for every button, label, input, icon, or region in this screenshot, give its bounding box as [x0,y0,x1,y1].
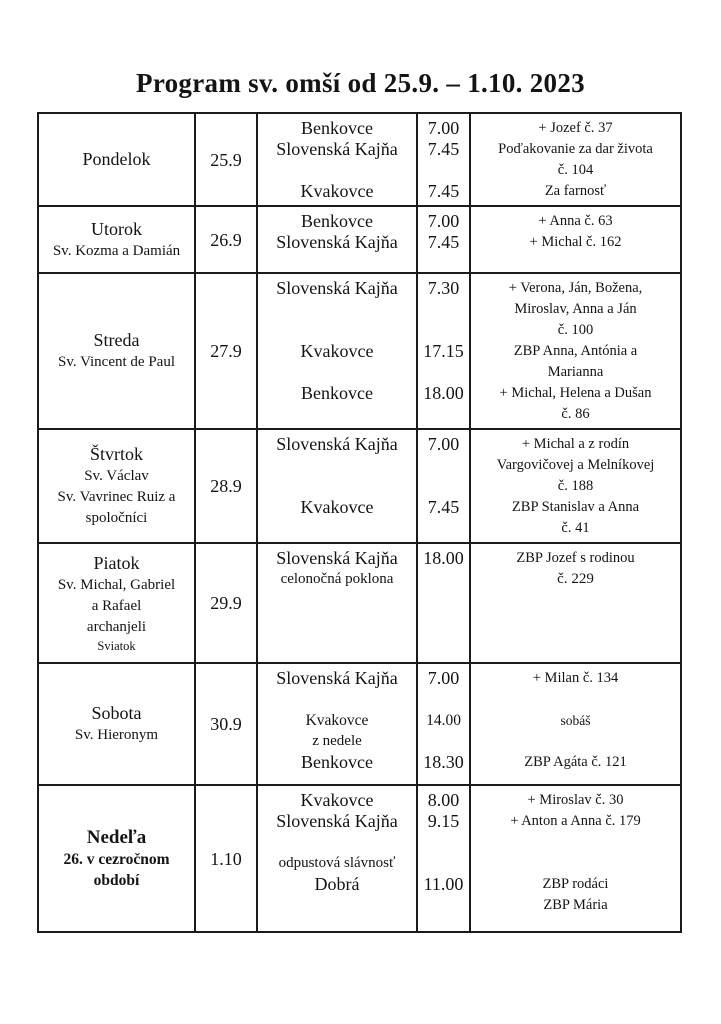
day-name: Sobota [91,703,142,723]
date: 25.9 [210,149,242,170]
time-line: 7.00 [427,118,460,138]
intention-line [473,853,678,874]
time-line: 7.45 [427,232,460,252]
intention-line: + Anna č. 63 [538,213,613,229]
intention-line: + Anton a Anna č. 179 [510,813,641,829]
time-line [420,160,467,181]
intention-line: + Michal, Helena a Dušan [499,385,652,401]
date: 26.9 [210,229,242,250]
day-subtitle: Sv. Kozma a Damián [52,242,181,259]
place-line: Benkovce [301,383,373,403]
place-line [260,476,414,497]
time-line [420,569,467,590]
time-line [420,476,467,497]
time-line: 18.00 [423,548,464,568]
place-cell [256,207,416,272]
day-cell [39,664,194,784]
time-line: 7.45 [427,139,460,159]
place-cell [256,544,416,662]
place-line [260,689,414,710]
time-cell [416,274,469,428]
place-line [260,160,414,181]
place-line: Slovenská Kajňa [276,668,398,688]
place-line: Kvakovce [300,497,374,517]
date: 1.10 [210,848,242,869]
day-subtitle: 26. v cezročnom [63,851,170,868]
time-line [420,832,467,853]
intention-line: č. 41 [561,520,590,536]
place-cell [256,430,416,542]
day-cell [39,786,194,931]
intention-line: + Jozef č. 37 [538,120,613,136]
intention-cell [469,786,680,931]
day-subtitle: Sv. Hieronym [74,727,159,743]
intention-line: č. 188 [557,478,594,494]
time-line: 9.15 [427,811,460,831]
time-line [420,689,467,710]
date: 30.9 [210,714,242,734]
intention-line: ZBP Anna, Antónia a [513,343,638,359]
intention-line: + Michal a z rodín [521,436,630,452]
day-cell [39,430,194,542]
table-row [39,542,680,662]
date-cell [194,430,256,542]
place-line [260,832,414,853]
time-cell [416,430,469,542]
day-name: Nedeľa [86,827,147,848]
day-name: Pondelok [82,149,151,169]
table-row [39,114,680,205]
table-row [39,784,680,931]
place-line: Slovenská Kajňa [276,278,398,298]
date-cell [194,786,256,931]
time-cell [416,664,469,784]
place-line [260,518,414,539]
intention-line: ZBP Mária [543,897,608,913]
intention-line: Poďakovanie za dar života [498,141,653,157]
day-cell [39,544,194,662]
place-line: z nedele [312,733,362,749]
intention-cell [469,430,680,542]
intention-line: ZBP rodáci [542,876,609,892]
date-cell [194,664,256,784]
time-line [420,362,467,383]
time-line: 17.15 [423,341,464,361]
time-cell [416,114,469,205]
time-line: 7.00 [427,668,460,688]
place-cell [256,274,416,428]
intention-line: ZBP Jozef s rodinou [516,550,635,566]
day-subtitle: Sv. Václav [84,468,149,484]
place-line: Slovenská Kajňa [276,139,398,159]
date-cell [194,114,256,205]
time-line: 18.30 [423,752,464,772]
intention-line: č. 86 [561,406,590,422]
place-line: Slovenská Kajňa [276,811,398,831]
time-line: 7.00 [427,211,460,231]
intention-cell [469,114,680,205]
intention-line: sobáš [560,713,591,728]
time-line [420,299,467,320]
time-line: 18.00 [423,383,464,403]
intention-line: Za farnosť [544,183,607,199]
day-subtitle: a Rafael [91,597,142,614]
intention-line: ZBP Stanislav a Anna [511,499,640,515]
intention-line: č. 100 [557,322,594,338]
place-line: Dobrá [314,874,360,894]
day-subtitle: období [93,872,140,889]
place-line [260,299,414,320]
intention-line: + Miroslav č. 30 [527,792,624,808]
time-cell [416,786,469,931]
intention-line [473,832,678,853]
time-line [420,731,467,752]
date: 29.9 [210,593,242,613]
day-subtitle: Sv. Vincent de Paul [57,354,175,370]
table-row [39,272,680,428]
time-line [420,895,467,916]
day-cell [39,274,194,428]
date: 27.9 [210,341,242,361]
intention-line: č. 229 [557,571,594,587]
time-line [420,518,467,539]
time-line: 7.45 [427,181,460,201]
page-title: Program sv. omší od 25.9. – 1.10. 2023 [136,68,585,98]
time-line [420,455,467,476]
place-line: Benkovce [301,211,373,231]
date-cell [194,274,256,428]
intention-cell [469,207,680,272]
date-cell [194,207,256,272]
intention-line: ZBP Agáta č. 121 [524,754,627,770]
time-line: 7.45 [427,497,460,517]
time-line [420,320,467,341]
place-line [260,895,414,916]
intention-cell [469,274,680,428]
intention-line: + Verona, Ján, Božena, [508,280,643,296]
time-line: 11.00 [423,874,464,894]
day-cell [39,114,194,205]
intention-line: č. 104 [557,162,594,178]
place-line: Slovenská Kajňa [276,434,398,454]
time-line: 14.00 [426,712,461,729]
place-line: Kvakovce [305,712,369,729]
intention-cell [469,544,680,662]
place-line: Benkovce [301,118,373,138]
intention-line: + Milan č. 134 [532,670,619,686]
time-line: 7.00 [427,434,460,454]
intention-line: Marianna [547,364,604,380]
intention-line: Miroslav, Anna a Ján [514,301,637,317]
time-line: 7.30 [427,278,460,298]
time-cell [416,544,469,662]
place-cell [256,786,416,931]
table-row [39,428,680,542]
mass-schedule-table [37,112,682,933]
place-line: Slovenská Kajňa [276,548,398,568]
time-line [420,853,467,874]
place-line: Slovenská Kajňa [276,232,398,252]
day-subtitle: spoločníci [85,510,148,526]
place-line: Kvakovce [300,341,374,361]
intention-line [473,731,678,752]
day-subtitle: archanjeli [86,618,147,635]
day-subtitle: Sv. Michal, Gabriel [57,576,176,593]
place-line [260,320,414,341]
place-line [260,362,414,383]
place-line: Kvakovce [300,181,374,201]
intention-line: Vargovičovej a Melníkovej [496,457,655,473]
date: 28.9 [210,476,242,496]
date-cell [194,544,256,662]
intention-line [473,689,678,710]
table-row [39,205,680,272]
day-name: Streda [93,330,140,350]
time-line: 8.00 [427,790,460,810]
day-name: Štvrtok [89,444,143,464]
intention-line: + Michal č. 162 [529,234,622,250]
day-cell [39,207,194,272]
place-line [260,455,414,476]
time-cell [416,207,469,272]
day-name: Utorok [91,218,142,239]
time-line [420,404,467,425]
day-subtitle: Sv. Vavrinec Ruiz a [57,489,176,505]
place-line: odpustová slávnosť [278,855,396,871]
place-line: Benkovce [301,752,373,772]
day-subtitle: Sviatok [97,638,136,653]
place-line [260,404,414,425]
place-cell [256,114,416,205]
day-name: Piatok [93,552,140,573]
place-line: Kvakovce [300,790,374,810]
table-row [39,662,680,784]
place-line: celonočná poklona [280,571,394,587]
place-cell [256,664,416,784]
intention-cell [469,664,680,784]
